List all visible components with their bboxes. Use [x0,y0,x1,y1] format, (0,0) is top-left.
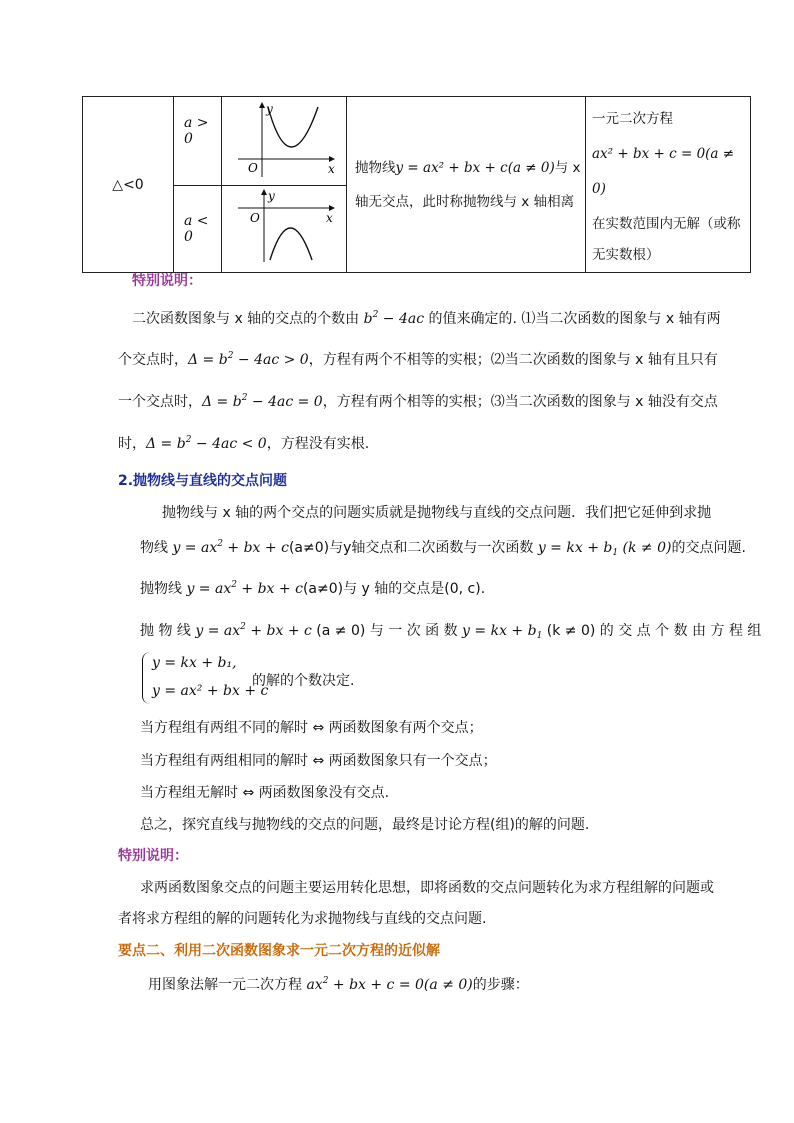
note1-line-4-text-b: ，方程没有实根. [266,436,370,452]
note1-heading: 特别说明： [132,273,202,289]
note1-formula-lt: $\Delta = b^2 - 4ac < 0$ [146,435,267,452]
delta-cell [83,97,174,273]
equation-cell [586,97,751,273]
upward-parabola-graph [222,97,346,181]
note1-discriminant: $b^2 - 4ac$ [363,310,425,327]
note1-line-1-text-a: 二次函数图象与 x 轴的交点的个数由 [132,311,360,327]
note1-line-2-text-a: 个交点时， [118,352,188,368]
note1-formula-gt: $\Delta = b^2 - 4ac > 0$ [188,351,309,368]
delta-label: △<0 [112,176,144,193]
note2-line-1: 求两函数图象交点的问题主要运用转化思想，即将函数的交点问题转化为求方程组解的问题或 [140,880,714,896]
discriminant-table [82,96,751,273]
section2-title: 2.抛物线与直线的交点问题 [118,473,288,489]
system-after-text: 的解的个数决定. [252,673,355,689]
a-positive-label: a > 0 [184,115,209,147]
equation-line-3: 在实数范围内无解（或称 [592,215,741,232]
description-cell [347,97,586,273]
point2-title: 要点二、利用二次函数图象求一元二次方程的近似解 [118,943,440,959]
note1-line-2 [118,349,718,369]
equation-formula: ax² + bx + c = 0(a ≠ 0) [592,145,735,197]
note1-formula-eq: $\Delta = b^2 - 4ac = 0$ [202,393,323,410]
point2-text-a: 用图象法解一元二次方程 [148,977,302,993]
equation-line-1: 一元二次方程 [592,110,673,127]
note1-line-3 [118,391,718,411]
note1-line-4 [118,433,369,453]
graph-up-x-label: x [328,162,335,176]
note1-line-2-text-b: ，方程有两个不相等的实根；⑵当二次函数的图象与 x 轴有且只有 [308,352,718,368]
point2-text-b: 的步骤： [472,977,529,993]
system-equation-1: y = kx + b₁, [152,655,237,671]
linear-formula: y = kx + $b_1$ (k ≠ 0) [533,540,672,558]
graph-up-origin: O [248,161,258,175]
section2-para1-line2-text-b: (a≠0)与y轴交点和二次函数与一次函数 [288,540,534,556]
note1-line-4-text-a: 时， [118,436,146,452]
note1-line-1-text-b: 的值来确定的. ⑴当二次函数的图象与 x 轴有两 [428,311,721,327]
condition-two-same: 当方程组有两组相同的解时 ⇔ 两函数图象只有一个交点； [140,753,497,769]
description-line-2: 轴无交点，此时称抛物线与 x 轴相离 [355,193,575,210]
graph-down-cell [222,186,347,273]
section2-para3-text-a: 抛 物 线 [140,623,191,639]
graph-down-x-label: x [326,211,333,225]
note2-heading: 特别说明： [118,848,188,864]
description-prefix: 抛物线 [355,159,396,176]
quadratic-equation-formula: $ax^2$ + bx + c = 0(a ≠ 0) [302,976,473,993]
a-negative-cell [174,186,222,273]
note1-line-1 [132,308,721,328]
graph-down-y-label: y [268,189,275,203]
graph-down-origin: O [250,211,260,225]
graph-up-curve [268,107,318,147]
equation-line-4: 无实数根） [592,246,660,263]
parabola-formula-2: $y = ax^2$ + bx + c [182,580,303,597]
point2-line [148,974,529,994]
graph-up-y-label: y [266,102,273,116]
section2-para2 [140,578,485,598]
section2-para3 [140,620,761,640]
a-positive-cell [174,97,222,186]
note1-line-3-text-b: ，方程有两个相等的实根；⑶当二次函数的图象与 x 轴没有交点 [322,394,718,410]
note2-line-2: 者将求方程组的解的问题转化为求抛物线与直线的交点问题. [118,911,487,927]
section2-para1-line2-text-a: 物线 [140,540,168,556]
downward-parabola-graph [222,186,346,268]
system-equation-2: y = ax² + bx + c [152,683,269,699]
condition-two-different: 当方程组有两组不同的解时 ⇔ 两函数图象有两个交点； [140,720,483,736]
parabola-formula-3: $y = ax^2$ + bx + c [190,622,317,639]
note1-line-3-text-a: 一个交点时， [118,394,202,410]
section2-para1-line2 [140,537,746,557]
condition-none: 当方程组无解时 ⇔ 两函数图象没有交点. [140,785,390,801]
graph-down-curve [270,228,312,260]
section2-para1-line2-text-c: 的交点问题. [671,540,746,556]
section2-para2-text-a: 抛物线 [140,581,182,597]
linear-formula-2: y = kx + $b_1$ [457,623,543,641]
section2-summary: 总之，探究直线与抛物线的交点的问题，最终是讨论方程(组)的解的问题. [140,817,590,833]
section2-para3-text-c: (k ≠ 0) 的 交 点 个 数 由 方 程 组 [546,623,762,639]
section2-para2-text-b: (a≠0)与 y 轴的交点是(0, c). [302,581,486,597]
description-formula: y = ax² + bx + c(a ≠ 0) [395,159,555,176]
description-line-1 [355,151,585,185]
description-suffix: 与 x [554,159,581,176]
section2-para3-text-b: (a ≠ 0) 与 一 次 函 数 [316,623,458,639]
a-negative-label: a < 0 [184,213,209,245]
section2-para1-line1: 抛物线与 x 轴的两个交点的问题实质就是抛物线与直线的交点问题．我们把它延伸到求抛 [162,505,712,521]
equation-system-brace [142,652,151,704]
parabola-formula: $y = ax^2$ + bx + c [168,539,289,556]
graph-up-cell [222,97,347,186]
